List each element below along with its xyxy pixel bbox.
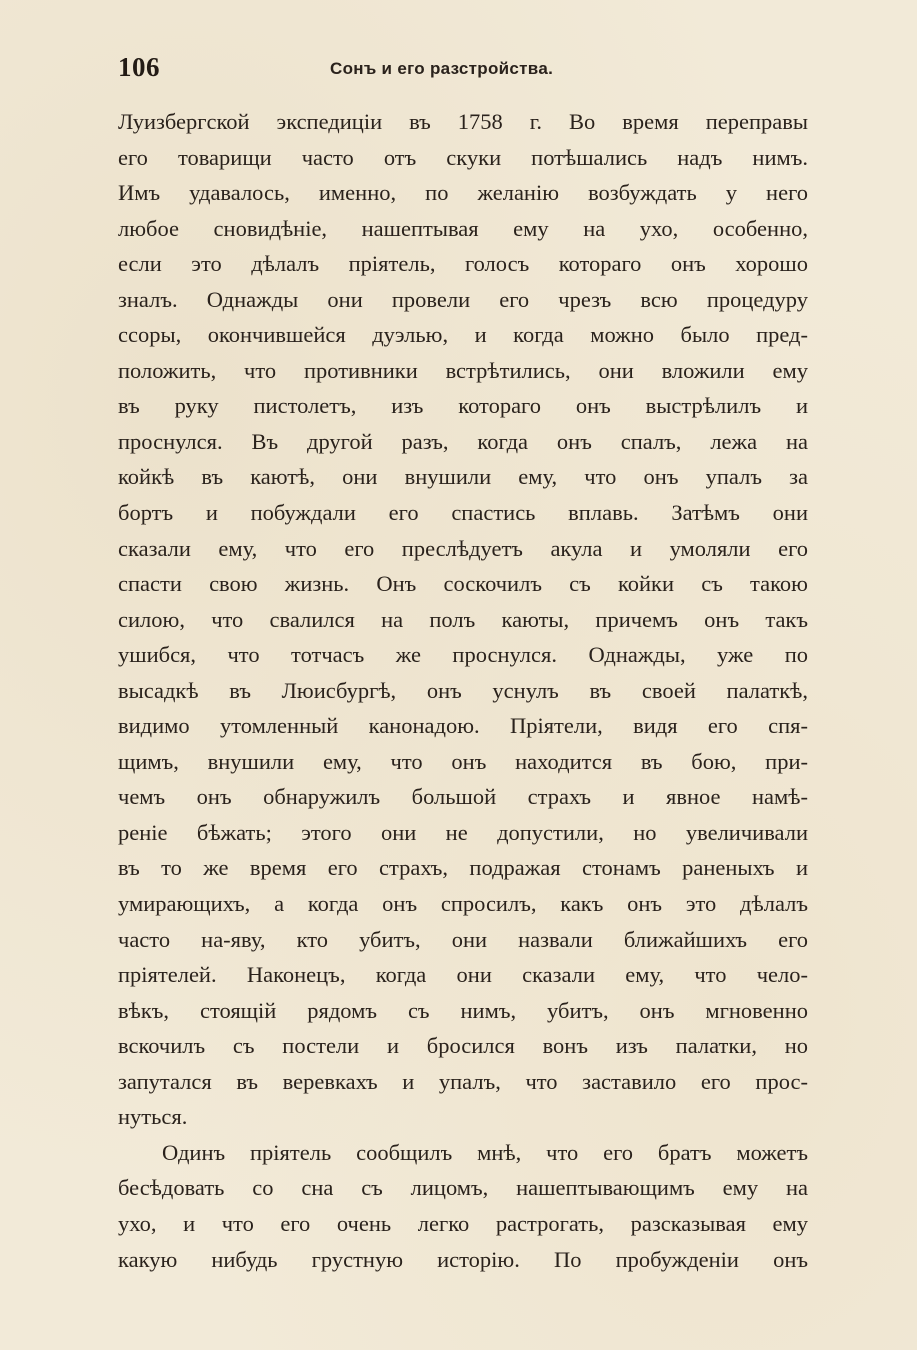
text-line: ушибся, что тотчасъ же проснулся. Однажды, уже по — [118, 642, 808, 668]
text-line: койкѣ въ каютѣ, они внушили ему, что онъ упалъ за — [118, 464, 808, 490]
text-line: если это дѣлалъ пріятель, голосъ котораго онъ хорошо — [118, 251, 808, 277]
text-line: щимъ, внушили ему, что онъ находится въ бою, при- — [118, 748, 808, 774]
text-line: бортъ и побуждали его спастись вплавь. Затѣмъ они — [118, 500, 808, 526]
text-line: положить, что противники встрѣтились, они вложили ему — [118, 357, 808, 383]
text-line: любое сновидѣніе, нашептывая ему на ухо, особенно, — [118, 215, 808, 241]
body-text — [118, 104, 808, 1277]
paragraph-2 — [118, 1135, 808, 1277]
text-line: вскочилъ съ постели и бросился вонъ изъ палатки, но — [118, 1033, 808, 1059]
text-line: запутался въ веревкахъ и упалъ, что заставило его прос- — [118, 1068, 808, 1094]
text-line: Одинъ пріятель сообщилъ мнѣ, что его братъ можетъ — [162, 1139, 808, 1165]
text-line: чемъ онъ обнаружилъ большой страхъ и явное намѣ- — [118, 784, 808, 810]
text-line: часто на-яву, кто убитъ, они назвали ближайшихъ его — [118, 926, 808, 952]
paragraph-1 — [118, 104, 808, 1135]
text-line: ухо, и что его очень легко растрогать, разсказывая ему — [118, 1210, 808, 1236]
text-line: нуться. — [118, 1104, 188, 1130]
text-line: умирающихъ, а когда онъ спросилъ, какъ онъ это дѣлалъ — [118, 891, 808, 917]
text-line: высадкѣ въ Люисбургѣ, онъ уснулъ въ своей палаткѣ, — [118, 677, 808, 703]
text-line: его товарищи часто отъ скуки потѣшались надъ нимъ. — [118, 144, 808, 170]
text-line: ссоры, окончившейся дуэлью, и когда можно было пред- — [118, 322, 808, 348]
text-line: силою, что свалился на полъ каюты, причемъ онъ такъ — [118, 606, 808, 632]
text-line: въ то же время его страхъ, подражая стонамъ раненыхъ и — [118, 855, 808, 881]
text-line: сказали ему, что его преслѣдуетъ акула и умоляли его — [118, 535, 808, 561]
text-line: пріятелей. Наконецъ, когда они сказали ему, что чело- — [118, 962, 808, 988]
text-line: Луизбергской экспедиціи въ 1758 г. Во время переправы — [118, 109, 808, 134]
text-line: Имъ удавалось, именно, по желанію возбуждать у него — [118, 180, 808, 206]
text-line: проснулся. Въ другой разъ, когда онъ спалъ, лежа на — [118, 428, 808, 454]
text-line: бесѣдовать со сна съ лицомъ, нашептывающимъ ему на — [118, 1175, 808, 1201]
page-number: 106 — [118, 52, 160, 82]
page-header — [118, 52, 808, 92]
text-line: спасти свою жизнь. Онъ соскочилъ съ койки съ такою — [118, 571, 808, 597]
text-line: видимо утомленный канонадою. Пріятели, видя его спя- — [118, 713, 808, 739]
text-line: вѣкъ, стоящій рядомъ съ нимъ, убитъ, онъ мгновенно — [118, 997, 808, 1023]
text-line: въ руку пистолетъ, изъ котораго онъ выстрѣлилъ и — [118, 393, 808, 419]
text-line: зналъ. Однажды они провели его чрезъ всю процедуру — [118, 286, 808, 312]
text-line: какую нибудь грустную исторію. По пробужденіи онъ — [118, 1246, 808, 1272]
running-title: Сонъ и его разстройства. — [330, 59, 554, 78]
text-line: реніе бѣжать; этого они не допустили, но увеличивали — [118, 819, 808, 845]
